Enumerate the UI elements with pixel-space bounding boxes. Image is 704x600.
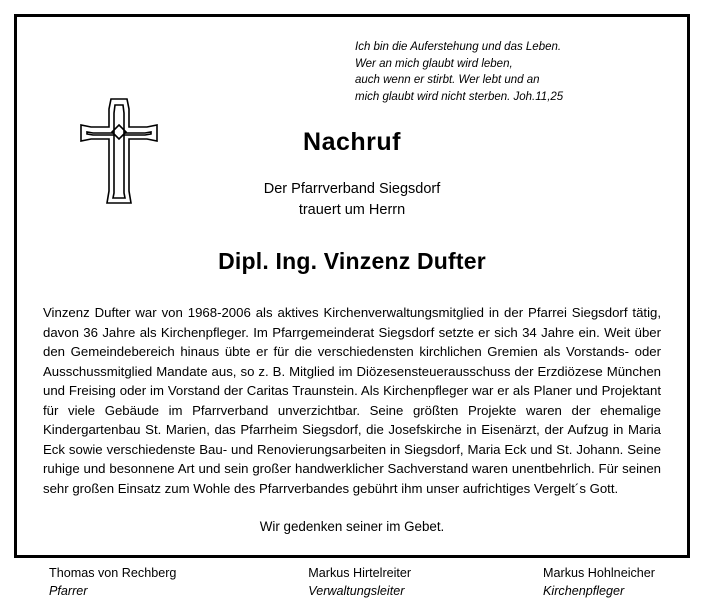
christian-cross-icon — [73, 95, 165, 207]
signature-row — [43, 564, 661, 600]
subtitle-line-1: Der Pfarrverband Siegsdorf — [43, 179, 661, 201]
page-title: Nachruf — [43, 128, 661, 157]
scripture-line-4: mich glaubt wird nicht sterben. Joh.11,25 — [355, 89, 655, 106]
scripture-line-3: auch wenn er stirbt. Wer lebt und an — [355, 72, 655, 89]
scripture-quote — [355, 39, 655, 106]
signature-role: Kirchenpfleger — [543, 582, 655, 600]
signature-name: Thomas von Rechberg — [49, 564, 176, 582]
subtitle-line-2: trauert um Herrn — [43, 200, 661, 222]
scripture-line-1: Ich bin die Auferstehung und das Leben. — [355, 39, 655, 56]
prayer-line: Wir gedenken seiner im Gebet. — [43, 519, 661, 534]
signature-role: Verwaltungsleiter — [308, 582, 411, 600]
signature-role: Pfarrer — [49, 582, 176, 600]
obituary-card — [14, 14, 690, 558]
signature-name: Markus Hirtelreiter — [308, 564, 411, 582]
obituary-body: Vinzenz Dufter war von 1968-2006 als aktives Kirchenverwaltungsmitglied in der Pfarrei Siegsdorf tätig, davon 36 Jahre als Kirchenpfleger. Im Pfarrgemeinderat Siegsdorf setzte er sich 34 Jahre ein. Weit über den Gemeindebereich hinaus übte er für die verschiedensten kirchlichen Gremien als Vorstands- oder Ausschussmitglied Mandate aus, so z. B. Mitglied im Diözesensteuerausschuss der Erzdiözese München und Freising oder im Vorstand der Caritas Traunstein. Als Kirchenpfleger war er als Planer und Projektant für viele Gebäude im Pfarrverband unverzichtbar. Seine größten Projekte waren der ehemalige Kindergartenbau St. Marien, das Pfarrheim Siegsdorf, die Josefskirche in Eisenärzt, der Aufzug in Maria Eck sowie verschiedenste Bau- und Renovierungsarbeiten in Siegsdorf, Maria Eck und St. Johann. Seine ruhige und besonnene Art und sein großer handwerklicher Sachverstand waren unentbehrlich. Für seinen sehr großen Einsatz zum Wohle des Pfarrverbandes gebührt ihm unser aufrichtiges Vergelt´s Gott. — [43, 303, 661, 498]
deceased-name: Dipl. Ing. Vinzenz Dufter — [43, 248, 661, 275]
signature-block — [308, 564, 411, 600]
scripture-line-2: Wer an mich glaubt wird leben, — [355, 56, 655, 73]
signature-block — [543, 564, 655, 600]
signature-block — [49, 564, 176, 600]
signature-name: Markus Hohlneicher — [543, 564, 655, 582]
